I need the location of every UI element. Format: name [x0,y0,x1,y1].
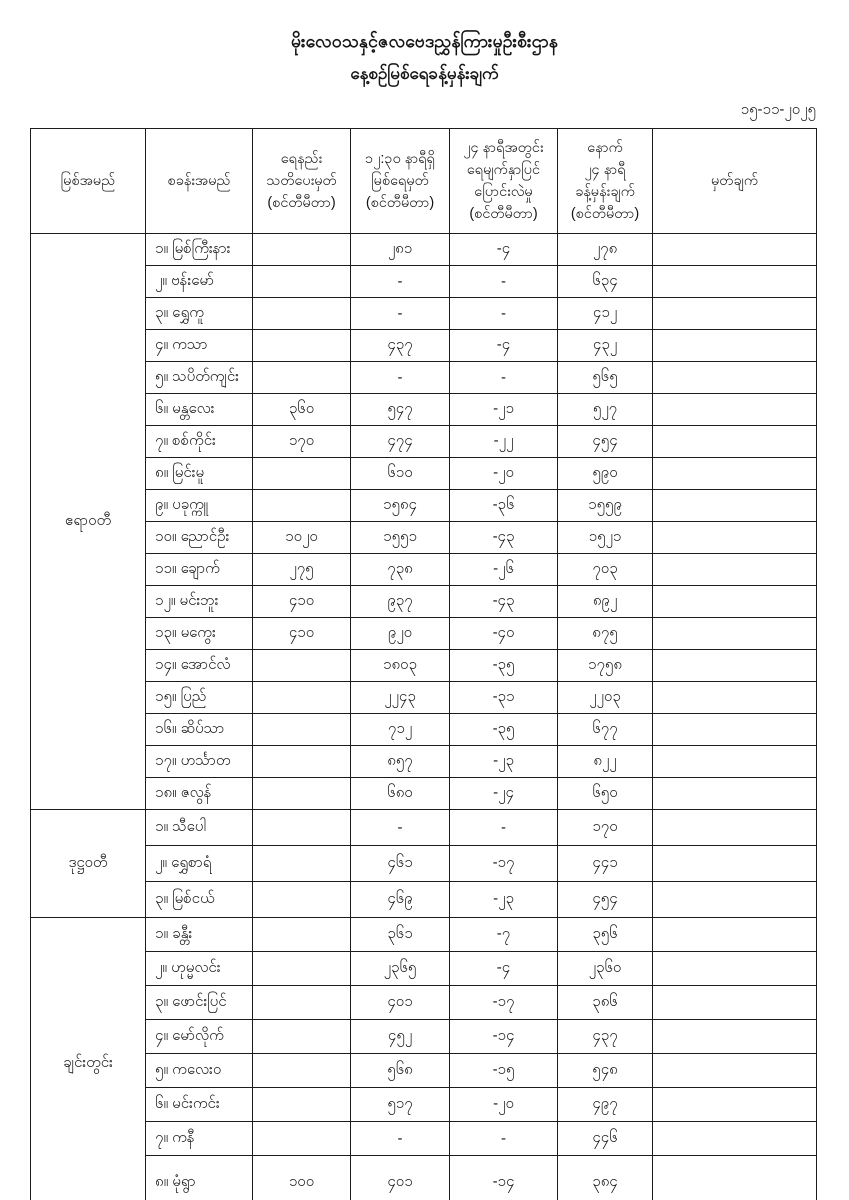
warning-level-value [253,918,351,952]
warning-level-value [253,714,351,746]
table-row [31,618,817,650]
remark-value [653,810,817,846]
header-line: မြစ်အမည် [60,173,116,189]
warning-level-value [253,746,351,778]
warning-level-value [253,882,351,918]
remark-value [653,490,817,522]
warning-level-value: ၁၀၂၀ [253,522,351,554]
header-line: (စင်တီမီတာ) [365,195,435,211]
station-name: ၆။ မင်းကင်း [146,1088,253,1122]
change-24h-value: -၄၃ [450,522,558,554]
table-row [31,1054,817,1088]
forecast-24h-value: ၄၉၇ [558,1088,653,1122]
table-row [31,1156,817,1200]
station-name: ၃။ ရွှေကူ [146,298,253,330]
table-header [31,129,817,234]
warning-level-value [253,1020,351,1054]
station-name: ၆။ မန္တလေး [146,394,253,426]
table-row [31,846,817,882]
remark-value [653,846,817,882]
warning-level-value: ၂၇၅ [253,554,351,586]
header-line: မှတ်ချက် [710,173,759,189]
warning-level-value: ၃၆၀ [253,394,351,426]
station-name: ၁။ ခန္တီး [146,918,253,952]
department-title: မိုးလေဝသနှင့်ဇလဗေဒညွှန်ကြားမှုဦးစီးဌာန [291,31,558,51]
table-body [31,234,817,1200]
header-line: နောက် [587,140,623,156]
forecast-24h-value: ၆၇၇ [558,714,653,746]
water-level-value: ၂၈၁ [351,234,450,266]
header-row [31,129,817,234]
forecast-24h-value: ၁၇၀ [558,810,653,846]
table-row [31,746,817,778]
forecast-24h-value: ၄၃၂ [558,330,653,362]
header-line: (စင်တီမီတာ) [267,195,336,211]
forecast-24h-value: ၇၀၃ [558,554,653,586]
remark-value [653,714,817,746]
change-24h-value: -၃၁ [450,682,558,714]
table-row [31,554,817,586]
warning-level-value: ၁၇၀ [253,426,351,458]
header-line: ၁၂:၃၀ နာရီရှိ [365,151,435,167]
remark-value [653,618,817,650]
header-line: ရေမျက်နှာပြင် [466,162,541,178]
table-row [31,490,817,522]
warning-level-value: ၄၁၀ [253,618,351,650]
station-name: ၂။ ရွှေစာရံ [146,846,253,882]
warning-level-value [253,682,351,714]
station-name: ၁၇။ ဟင်္သာတ [146,746,253,778]
warning-level-value [253,778,351,810]
water-level-value: - [351,1122,450,1156]
table-row [31,362,817,394]
water-level-value: - [351,362,450,394]
header-line: ခန့်မှန်းချက် [575,184,635,200]
table-row [31,426,817,458]
remark-value [653,918,817,952]
change-24h-value: -၂၀ [450,1088,558,1122]
warning-level-value [253,1054,351,1088]
station-name: ၁၂။ မင်းဘူး [146,586,253,618]
forecast-24h-value: ၃၈၆ [558,986,653,1020]
table-row [31,986,817,1020]
station-name: ၁၈။ ဇလွန် [146,778,253,810]
remark-value [653,586,817,618]
table-row [31,522,817,554]
station-name: ၂။ ဗန်းမော် [146,266,253,298]
forecast-24h-value: ၄၄၆ [558,1122,653,1156]
warning-level-value [253,1122,351,1156]
remark-value [653,882,817,918]
table-row [31,882,817,918]
forecast-24h-value: ၃၈၄ [558,1156,653,1200]
change-24h-value: -၂၃ [450,882,558,918]
table-row [31,778,817,810]
table-row [31,714,817,746]
warning-level-value: ၄၁၀ [253,586,351,618]
water-level-value: ၇၃၈ [351,554,450,586]
forecast-24h-value: ၂၂၀၃ [558,682,653,714]
change-24h-value: -၂၄ [450,778,558,810]
column-header-3 [351,129,450,234]
warning-level-value [253,330,351,362]
warning-level-value [253,1088,351,1122]
change-24h-value: -၁၅ [450,1054,558,1088]
remark-value [653,522,817,554]
forecast-24h-value: ၂၇၈ [558,234,653,266]
water-level-value: ၉၃၇ [351,586,450,618]
table-row [31,682,817,714]
forecast-24h-value: ၅၉၀ [558,458,653,490]
warning-level-value [253,234,351,266]
water-level-value: - [351,810,450,846]
water-level-value: ၁၅၅၁ [351,522,450,554]
river-name: ချင်းတွင်း [31,918,146,1200]
change-24h-value: -၂၁ [450,394,558,426]
forecast-24h-value: ၄၅၄ [558,426,653,458]
remark-value [653,234,817,266]
station-name: ၈။ မုံရွာ [146,1156,253,1200]
station-name: ၈။ မြင်းမူ [146,458,253,490]
water-level-value: ၅၁၇ [351,1088,450,1122]
change-24h-value: -၄ [450,952,558,986]
station-name: ၅။ ကလေးဝ [146,1054,253,1088]
station-name: ၁။ မြစ်ကြီးနား [146,234,253,266]
change-24h-value: -၁၇ [450,986,558,1020]
change-24h-value: -၃၅ [450,650,558,682]
station-name: ၁၀။ ညောင်ဦး [146,522,253,554]
remark-value [653,682,817,714]
water-level-value: ၁၈၀၃ [351,650,450,682]
station-name: ၄။ မော်လိုက် [146,1020,253,1054]
forecast-24h-value: ၁၅၅၉ [558,490,653,522]
warning-level-value [253,458,351,490]
remark-value [653,650,817,682]
change-24h-value: -၄ [450,330,558,362]
station-name: ၇။ ကနီ [146,1122,253,1156]
header-line: မြစ်ရေမှတ် [371,173,429,189]
water-level-value: ၇၁၂ [351,714,450,746]
remark-value [653,1020,817,1054]
header-line: (စင်တီမီတာ) [469,206,538,222]
water-level-value: ၄၅၂ [351,1020,450,1054]
change-24h-value: - [450,266,558,298]
forecast-24h-value: ၈၂၂ [558,746,653,778]
table-row [31,810,817,846]
forecast-24h-value: ၄၅၄ [558,882,653,918]
water-level-value: ၄၀၁ [351,986,450,1020]
table-row [31,1122,817,1156]
water-level-value: ၁၅၈၄ [351,490,450,522]
station-name: ၁၆။ ဆိပ်သာ [146,714,253,746]
warning-level-value: ၁၀၀ [253,1156,351,1200]
table-row [31,234,817,266]
column-header-1 [146,129,253,234]
station-name: ၉။ ပခုက္ကူ [146,490,253,522]
change-24h-value: - [450,298,558,330]
column-header-6 [653,129,817,234]
station-name: ၁၃။ မကွေး [146,618,253,650]
water-level-value: ၈၅၇ [351,746,450,778]
change-24h-value: -၁၇ [450,846,558,882]
water-level-value: - [351,298,450,330]
water-level-value: ၂၂၄၃ [351,682,450,714]
change-24h-value: -၃၆ [450,490,558,522]
water-level-value: ၅၄၇ [351,394,450,426]
table-row [31,586,817,618]
change-24h-value: - [450,810,558,846]
remark-value [653,746,817,778]
water-level-value: ၄၆၉ [351,882,450,918]
station-name: ၄။ ကသာ [146,330,253,362]
change-24h-value: -၄၀ [450,618,558,650]
forecast-24h-value: ၄၃၇ [558,1020,653,1054]
water-level-value: ၂၃၆၅ [351,952,450,986]
column-header-4 [450,129,558,234]
station-name: ၃။ ဖောင်းပြင် [146,986,253,1020]
remark-value [653,266,817,298]
change-24h-value: -၇ [450,918,558,952]
forecast-24h-value: ၃၅၆ [558,918,653,952]
table-row [31,458,817,490]
warning-level-value [253,490,351,522]
header-line: ပြောင်းလဲမှု [474,184,533,200]
station-name: ၁၅။ ပြည် [146,682,253,714]
forecast-24h-value: ၄၁၂ [558,298,653,330]
remark-value [653,554,817,586]
station-name: ၁။ သီပေါ [146,810,253,846]
table-row [31,650,817,682]
forecast-24h-value: ၄၄၁ [558,846,653,882]
report-date: ၁၅-၁၁-၂၀၂၅ [740,101,816,118]
table-row [31,1088,817,1122]
water-level-value: ၃၆၁ [351,918,450,952]
forecast-24h-value: ၅၂၇ [558,394,653,426]
remark-value [653,986,817,1020]
header-line: (စင်တီမီတာ) [570,206,640,222]
table-row [31,394,817,426]
water-level-value: ၄၇၄ [351,426,450,458]
warning-level-value [253,986,351,1020]
remark-value [653,952,817,986]
header-line: ၂၄ နာရီအတွင်း [463,140,544,156]
station-name: ၂။ ဟုမ္မလင်း [146,952,253,986]
table-row [31,330,817,362]
change-24h-value: -၁၄ [450,1156,558,1200]
header-line: သတိပေးမှတ် [266,173,337,189]
remark-value [653,298,817,330]
change-24h-value: -၄ [450,234,558,266]
warning-level-value [253,298,351,330]
warning-level-value [253,952,351,986]
table-row [31,918,817,952]
change-24h-value: - [450,1122,558,1156]
table-row [31,952,817,986]
column-header-5 [558,129,653,234]
water-level-value: ၉၂၀ [351,618,450,650]
forecast-24h-value: ၂၃၆၀ [558,952,653,986]
column-header-2 [253,129,351,234]
forecast-24h-value: ၆၅၀ [558,778,653,810]
river-levels-table [30,128,817,1200]
change-24h-value: -၄၃ [450,586,558,618]
report-title: နေ့စဉ်မြစ်ရေခန့်မှန်းချက် [350,64,499,83]
forecast-24h-value: ၈၉၂ [558,586,653,618]
change-24h-value: -၂၃ [450,746,558,778]
warning-level-value [253,362,351,394]
station-name: ၁၁။ ချောက် [146,554,253,586]
table-row [31,266,817,298]
water-level-value: ၄၆၁ [351,846,450,882]
forecast-24h-value: ၈၇၅ [558,618,653,650]
warning-level-value [253,650,351,682]
station-name: ၁၄။ အောင်လံ [146,650,253,682]
table-row [31,298,817,330]
warning-level-value [253,846,351,882]
river-name: ဧရာဝတီ [31,234,146,810]
header-line: ရေနည်း [280,151,323,167]
column-header-0 [31,129,146,234]
remark-value [653,330,817,362]
warning-level-value [253,810,351,846]
forecast-24h-value: ၁၇၅၈ [558,650,653,682]
header-line: ၂၄ နာရီ [584,162,626,178]
remark-value [653,458,817,490]
change-24h-value: -၂၀ [450,458,558,490]
warning-level-value [253,266,351,298]
header-line: စခန်းအမည် [167,173,231,189]
water-level-value: ၆၁၀ [351,458,450,490]
remark-value [653,362,817,394]
forecast-24h-value: ၅၄၈ [558,1054,653,1088]
forecast-24h-value: ၅၆၅ [558,362,653,394]
remark-value [653,1088,817,1122]
station-name: ၅။ သပိတ်ကျင်း [146,362,253,394]
water-level-value: ၄၃၇ [351,330,450,362]
table-row [31,1020,817,1054]
station-name: ၃။ မြစ်ငယ် [146,882,253,918]
water-level-value: - [351,266,450,298]
change-24h-value: - [450,362,558,394]
change-24h-value: -၁၄ [450,1020,558,1054]
change-24h-value: -၂၆ [450,554,558,586]
change-24h-value: -၃၅ [450,714,558,746]
station-name: ၇။ စစ်ကိုင်း [146,426,253,458]
forecast-24h-value: ၁၅၂၁ [558,522,653,554]
water-level-value: ၆၈၀ [351,778,450,810]
remark-value [653,1054,817,1088]
remark-value [653,1122,817,1156]
change-24h-value: -၂၂ [450,426,558,458]
water-level-value: ၅၆၈ [351,1054,450,1088]
river-name: ဒုဋ္ဌဝတီ [31,810,146,918]
remark-value [653,1156,817,1200]
remark-value [653,394,817,426]
water-level-value: ၄၀၁ [351,1156,450,1200]
remark-value [653,426,817,458]
forecast-24h-value: ၆၃၄ [558,266,653,298]
remark-value [653,778,817,810]
